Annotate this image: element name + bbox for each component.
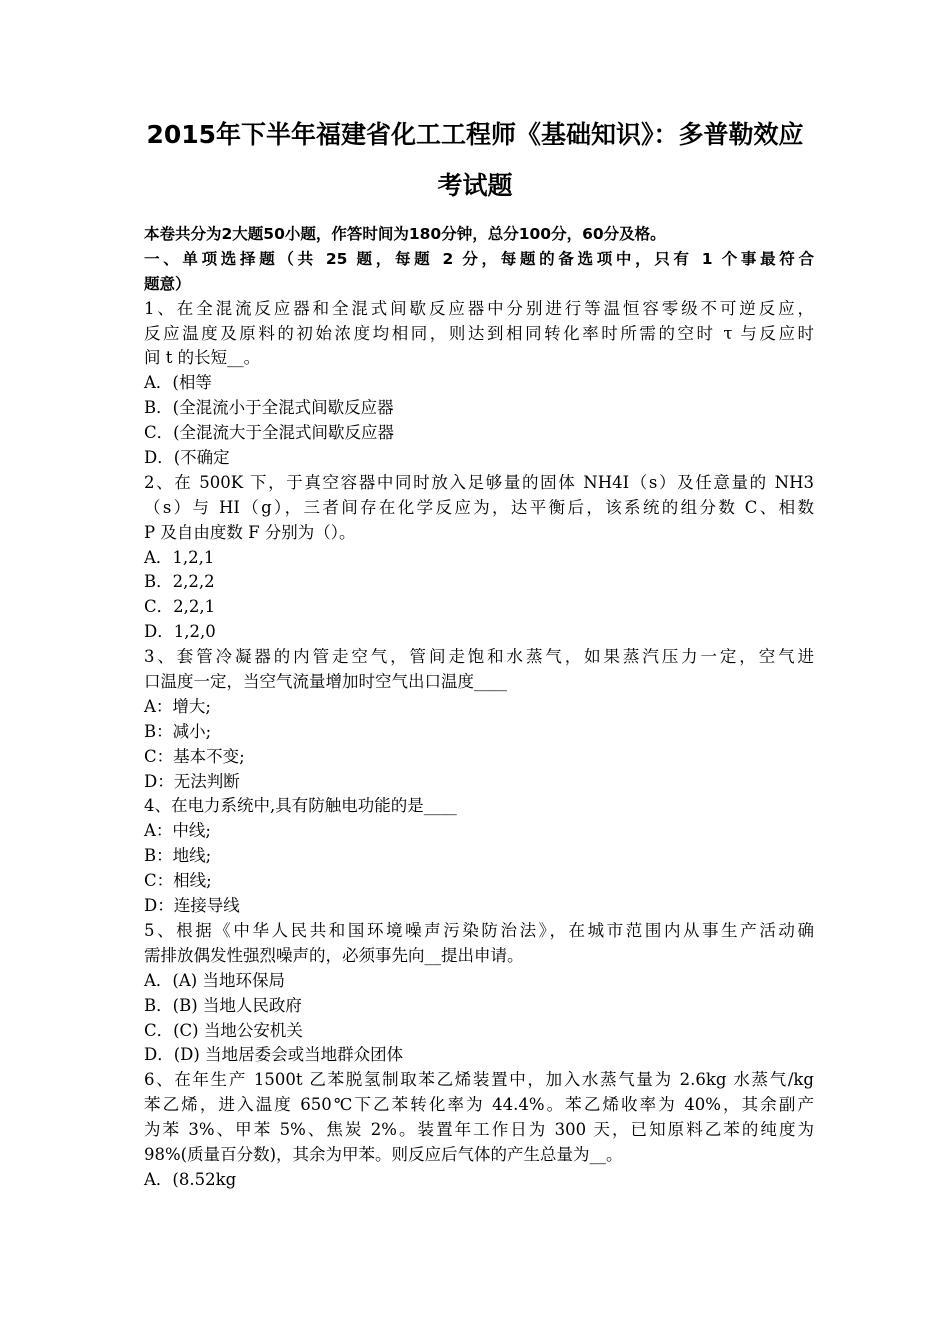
question-text-line: 需排放偶发性强烈噪声的，必须事先向__提出申请。 xyxy=(144,945,524,965)
question-text-line: 2、在 500K 下，于真空容器中同时放入足够量的固体 NH4I（s）及任意量的 NH3 xyxy=(144,472,814,492)
answer-option-d: D：连接导线 xyxy=(144,896,240,916)
document-title-line-2: 考试题 xyxy=(437,171,513,200)
answer-option-b: B．2,2,2 xyxy=(144,572,215,592)
answer-option-c: C．2,2,1 xyxy=(144,597,216,617)
question-text-line: 苯乙烯，进入温度 650℃下乙苯转化率为 44.4%。苯乙烯收率为 40%，其余副产 xyxy=(144,1095,814,1115)
question-text-line: P 及自由度数 F 分别为（）。 xyxy=(144,522,356,542)
answer-option-c: C：相线; xyxy=(144,871,212,891)
answer-option-a: A．1,2,1 xyxy=(144,547,215,567)
question-text-line: 98%(质量百分数)，其余为甲苯。则反应后气体的产生总量为__。 xyxy=(144,1144,623,1164)
exam-intro: 本卷共分为2大题50小题，作答时间为180分钟，总分100分，60分及格。 xyxy=(144,225,666,243)
question-4 xyxy=(144,794,814,918)
answer-option-a: A．(A) 当地环保局 xyxy=(144,970,285,990)
answer-option-b: B．(B) 当地人民政府 xyxy=(144,995,302,1015)
question-text-line: 4、在电力系统中,具有防触电功能的是____ xyxy=(144,796,457,816)
answer-option-d: D．(不确定 xyxy=(144,448,230,468)
question-3 xyxy=(144,645,814,794)
question-text-line: 1、在全混流反应器和全混式间歇反应器中分别进行等温恒容零级不可逆反应， xyxy=(144,298,814,318)
answer-option-a: A：中线; xyxy=(144,821,211,841)
answer-option-c: C．(全混流大于全混式间歇反应器 xyxy=(144,423,395,443)
answer-option-b: B：减小; xyxy=(144,721,212,741)
document-title-line-1: 2015年下半年福建省化工工程师《基础知识》：多普勒效应 xyxy=(146,120,804,149)
answer-option-c: C：基本不变; xyxy=(144,746,245,766)
section-heading-line-2: 题意） xyxy=(144,274,191,293)
question-2 xyxy=(144,471,814,645)
answer-option-d: D：无法判断 xyxy=(144,771,240,791)
question-text-line: 6、在年生产 1500t 乙苯脱氢制取苯乙烯装置中，加入水蒸气量为 2.6kg 水蒸气/kg xyxy=(144,1070,814,1090)
question-5 xyxy=(144,919,814,1068)
section-heading-line-1: 一、单项选择题（共 25 题，每题 2 分，每题的备选项中，只有 1 个事最符合 xyxy=(144,249,814,268)
question-text-line: 口温度一定，当空气流量增加时空气出口温度____ xyxy=(144,672,507,692)
answer-option-b: B．(全混流小于全混式间歇反应器 xyxy=(144,398,394,418)
question-text-line: 3、套管冷凝器的内管走空气，管间走饱和水蒸气，如果蒸汽压力一定，空气进 xyxy=(144,647,814,667)
answer-option-c: C．(C) 当地公安机关 xyxy=(144,1020,303,1040)
answer-option-d: D．(D) 当地居委会或当地群众团体 xyxy=(144,1045,404,1065)
answer-option-a: A：增大; xyxy=(144,696,211,716)
question-6 xyxy=(144,1068,814,1192)
answer-option-a: A．(8.52kg xyxy=(144,1169,237,1189)
document-body xyxy=(144,222,814,1193)
question-text-line: （s）与 HI（g），三者间存在化学反应为，达平衡后，该系统的组分数 C、相数 xyxy=(144,497,814,517)
question-1 xyxy=(144,297,814,471)
answer-option-b: B：地线; xyxy=(144,846,212,866)
answer-option-d: D．1,2,0 xyxy=(144,622,216,642)
question-text-line: 反应温度及原料的初始浓度均相同，则达到相同转化率时所需的空时 τ 与反应时 xyxy=(144,323,814,343)
question-text-line: 间 t 的长短__。 xyxy=(144,348,261,368)
answer-option-a: A．(相等 xyxy=(144,373,212,393)
question-text-line: 5、根据《中华人民共和国环境噪声污染防治法》，在城市范围内从事生产活动确 xyxy=(144,920,814,940)
question-text-line: 为苯 3%、甲苯 5%、焦炭 2%。装置年工作日为 300 天，已知原料乙苯的纯度为 xyxy=(144,1120,814,1140)
